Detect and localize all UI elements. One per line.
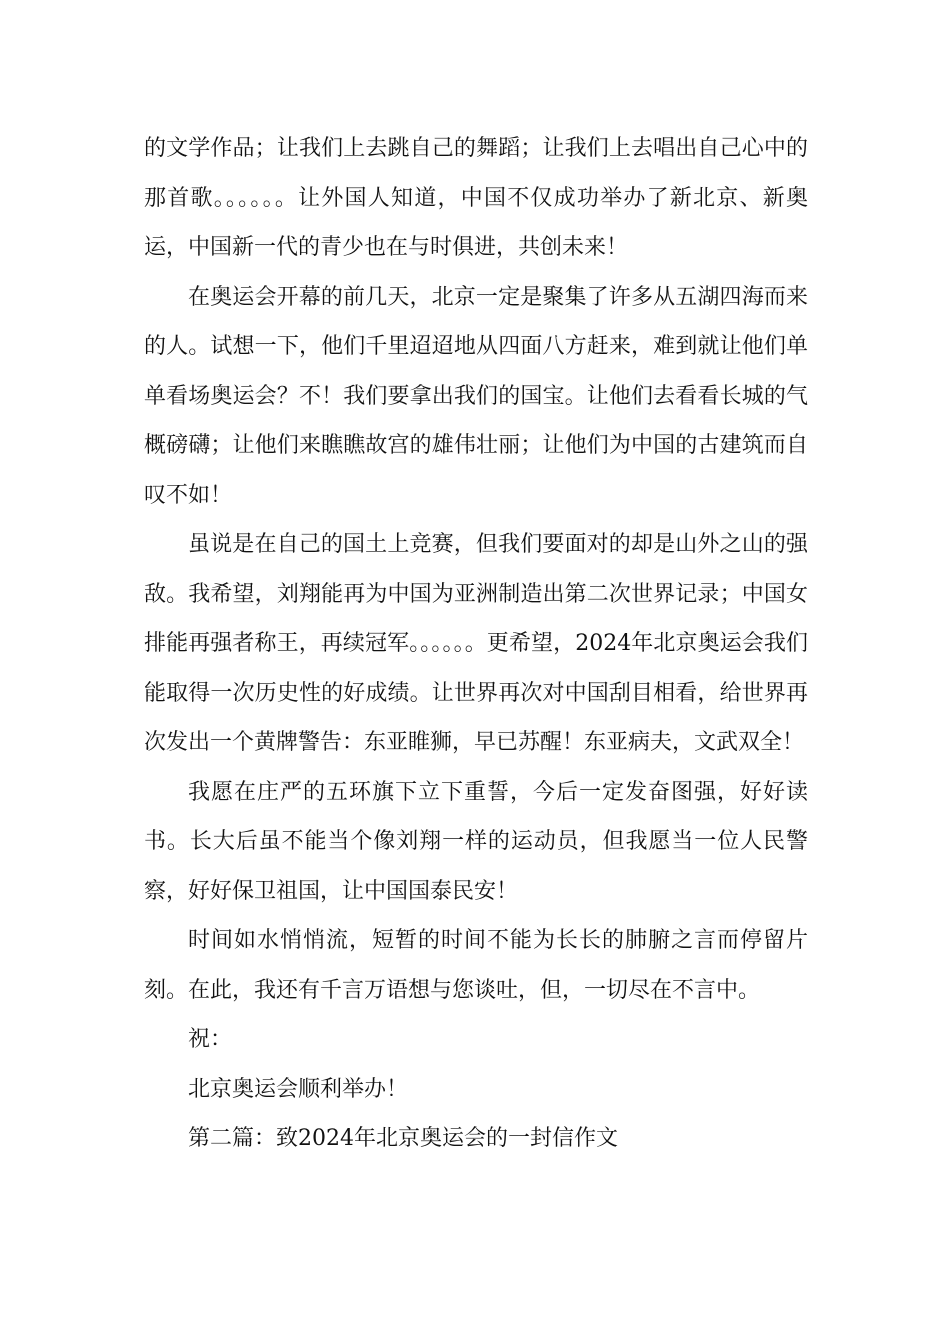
paragraph-continuation: 的文学作品；让我们上去跳自己的舞蹈；让我们上去唱出自己心中的那首歌。。。。。。让外国人知道，中国不仅成功举办了新北京、新奥运，中国新一代的青少也在与时俱进，共创未来！ [144, 136, 808, 260]
paragraph-olympic-visitors: 在奥运会开幕的前几天，北京一定是聚集了许多从五湖四海而来的人。试想一下，他们千里迢迢地从四面八方赶来，难到就让他们单单看场奥运会？不！我们要拿出我们的国宝。让他们去看看长城的气概磅礴；让他们来瞧瞧故宫的雄伟壮丽；让他们为中国的古建筑而自叹不如！ [144, 284, 808, 508]
paragraph-closing: 时间如水悄悄流，短暂的时间不能为长长的肺腑之言而停留片刻。在此，我还有千言万语想与您谈吐，但，一切尽在不言中。 [144, 928, 808, 1003]
paragraph-oath: 我愿在庄严的五环旗下立下重誓，今后一定发奋图强，好好读书。长大后虽不能当个像刘翔一样的运动员，但我愿当一位人民警察，好好保卫祖国，让中国国泰民安！ [144, 779, 808, 904]
paragraph-wish-label: 祝： [188, 1027, 233, 1052]
document-body [144, 124, 808, 1164]
paragraph-wish: 北京奥运会顺利举办！ [188, 1076, 409, 1102]
section-heading-part-two: 第二篇：致2024年北京奥运会的一封信作文 [188, 1126, 618, 1151]
paragraph-competition-hopes: 虽说是在自己的国土上竞赛，但我们要面对的却是山外之山的强敌。我希望，刘翔能再为中国为亚洲制造出第二次世界记录；中国女排能再强者称王，再续冠军。。。。。。更希望，2024年北京奥运会我们能取得一次历史性的好成绩。让世界再次对中国刮目相看，给世界再次发出一个黄牌警告：东亚睢狮，早已苏醒！东亚病夫，文武双全！ [144, 532, 808, 755]
